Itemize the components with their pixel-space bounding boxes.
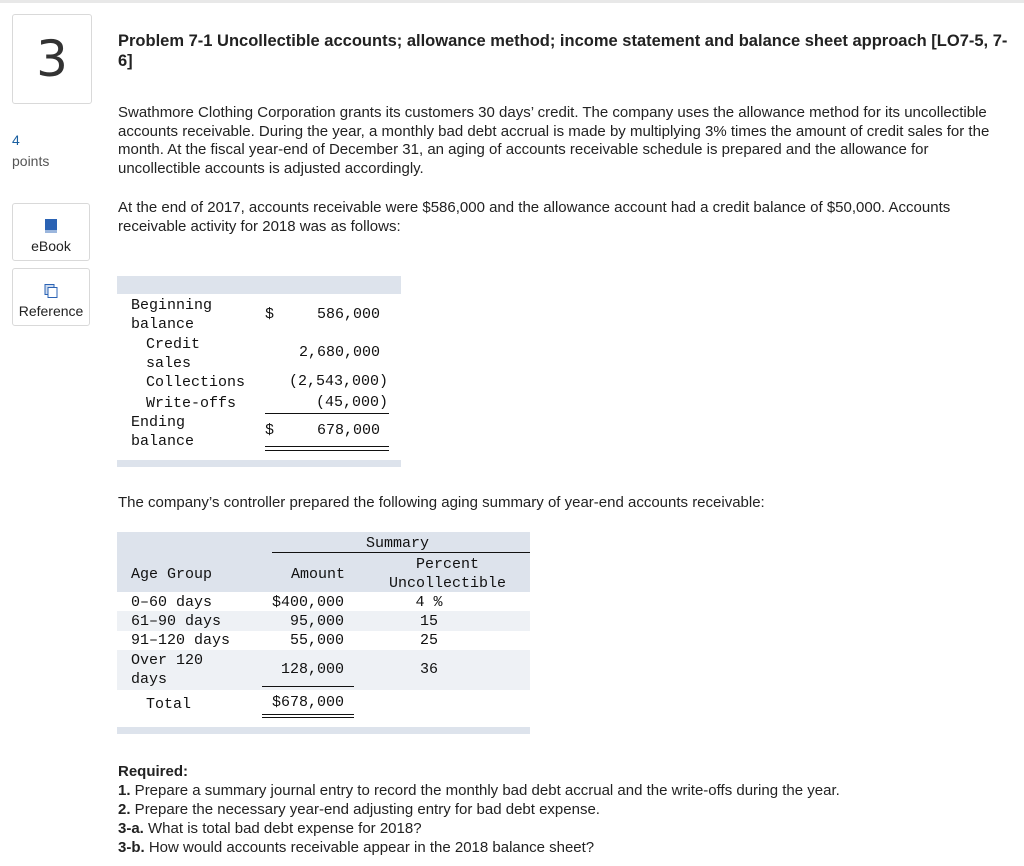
- ar-table-header-band: [117, 276, 401, 294]
- top-divider: [0, 0, 1024, 3]
- copy-icon: [43, 283, 59, 299]
- ar-row-label: Beginning balance: [131, 297, 213, 333]
- book-icon: [43, 218, 59, 234]
- summary-underline: [272, 552, 530, 553]
- ebook-button[interactable]: [12, 203, 90, 261]
- required-item: 3-b. How would accounts receivable appear in the 2018 balance sheet?: [118, 839, 595, 856]
- amount-cell: 55,000: [289, 632, 344, 649]
- problem-paragraph-3: The company’s controller prepared the following aging summary of year-end accounts receivable:: [118, 494, 765, 511]
- ar-row-amount: 2,680,000: [298, 344, 380, 361]
- total-double-underline-1: [262, 714, 354, 715]
- total-double-underline-1: [265, 446, 389, 447]
- required-item: 1. Prepare a summary journal entry to record the monthly bad debt accrual and the write-offs during the year.: [118, 782, 840, 799]
- problem-paragraph-1: Swathmore Clothing Corporation grants its customers 30 days’ credit. The company uses the allowance method for its uncollectible accounts receivable. During the year, a monthly bad debt accrual is made by multiplying 3% times the amount of credit sales for the month. At the fiscal year-end of December 31, an aging of accounts receivable schedule is prepared and the allowance for uncollectible accounts is adjusted accordingly.: [118, 104, 990, 177]
- problem-title: Problem 7-1 Uncollectible accounts; allowance method; income statement and balance sheet approach [LO7-5, 7-6]: [118, 32, 1008, 70]
- ar-row-dollar: $: [265, 306, 275, 323]
- ar-row-label: Credit sales: [146, 336, 201, 372]
- percent-header: Percent Uncollectible: [388, 556, 507, 592]
- percent-cell: 15: [419, 613, 438, 630]
- ar-row-label: Write-offs: [146, 395, 237, 412]
- ar-row-amount: 586,000: [316, 306, 380, 323]
- ar-row-amount: 678,000: [316, 422, 380, 439]
- required-item: 2. Prepare the necessary year-end adjusting entry for bad debt expense.: [118, 801, 600, 818]
- question-number-box: [12, 14, 92, 104]
- required-item: 3-a. What is total bad debt expense for 2018?: [118, 820, 422, 837]
- age-group-cell: 61–90 days: [131, 613, 222, 630]
- ebook-label: eBook: [31, 238, 71, 254]
- question-number: 3: [36, 30, 68, 88]
- aging-footer-band: [117, 727, 530, 734]
- age-group-header: Age Group: [131, 566, 213, 583]
- total-label: Total: [146, 696, 192, 713]
- points-label: points: [12, 153, 50, 169]
- ar-row-dollar: $: [265, 422, 275, 439]
- required-section: [118, 762, 1018, 857]
- total-amount: $678,000: [271, 694, 344, 711]
- required-heading: Required:: [118, 763, 189, 780]
- problem-paragraph-2: At the end of 2017, accounts receivable were $586,000 and the allowance account had a credit balance of $50,000. Accounts receivable activity for 2018 was as follows:: [118, 199, 951, 235]
- points-value: 4: [12, 132, 20, 148]
- ar-row-amount: (2,543,000): [288, 373, 388, 390]
- ar-table-footer-band: [117, 460, 401, 467]
- ar-row-label: Ending balance: [131, 414, 195, 450]
- subtotal-underline: [265, 413, 389, 414]
- ar-row-amount: (45,000): [315, 394, 388, 411]
- total-double-underline-2: [262, 717, 354, 718]
- reference-label: Reference: [18, 303, 84, 319]
- reference-button[interactable]: [12, 268, 90, 326]
- percent-cell: 36: [419, 661, 438, 678]
- amount-cell: 95,000: [289, 613, 344, 630]
- summary-header: Summary: [366, 535, 430, 552]
- amount-cell: 128,000: [280, 661, 344, 678]
- age-group-cell: Over 120 days: [131, 652, 204, 688]
- amount-cell: $400,000: [271, 594, 344, 611]
- percent-cell: 25: [419, 632, 438, 649]
- ar-row-label: Collections: [146, 374, 246, 391]
- age-group-cell: 91–120 days: [131, 632, 231, 649]
- amount-header: Amount: [291, 566, 346, 583]
- percent-cell: 4 %: [415, 594, 443, 611]
- amount-subtotal-underline: [262, 686, 354, 687]
- age-group-cell: 0–60 days: [131, 594, 213, 611]
- total-double-underline-2: [265, 450, 389, 451]
